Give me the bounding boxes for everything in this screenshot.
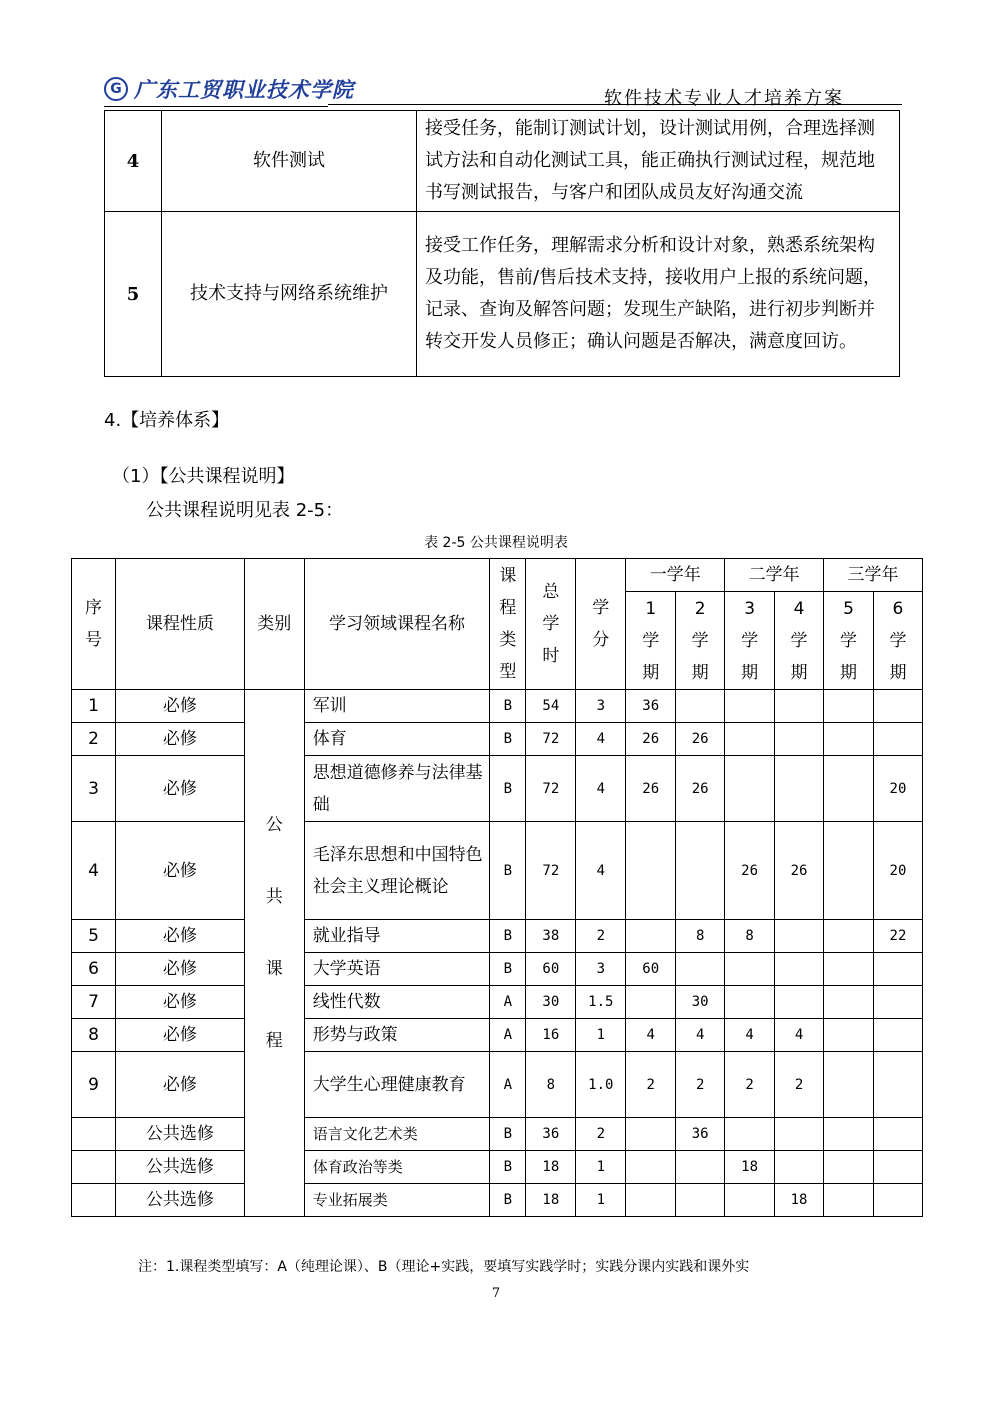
row-s2	[676, 1151, 725, 1184]
row-nature: 必修	[115, 756, 244, 822]
table-row	[105, 111, 900, 212]
row-s5	[824, 1052, 874, 1118]
subsection-heading: （1）【公共课程说明】	[112, 466, 295, 487]
header-s1	[626, 592, 676, 690]
table-row	[72, 1151, 923, 1184]
row-s1: 2	[626, 1052, 676, 1118]
row-nature: 必修	[115, 690, 244, 723]
row-s5	[824, 723, 874, 756]
row-s4	[775, 690, 824, 723]
job-name: 软件测试	[162, 111, 417, 212]
header-category: 类别	[244, 559, 304, 690]
row-hours: 72	[526, 723, 576, 756]
row-credits: 3	[576, 690, 626, 723]
row-s3	[725, 986, 775, 1019]
row-s6	[873, 690, 922, 723]
row-type: B	[490, 1184, 526, 1217]
header-row	[72, 559, 923, 592]
row-s3	[725, 690, 775, 723]
row-course-name: 就业指导	[304, 920, 490, 953]
row-s1: 36	[626, 690, 676, 723]
header-nature: 课程性质	[115, 559, 244, 690]
header-year3: 三学年	[824, 559, 923, 592]
header-s4	[775, 592, 824, 690]
row-s6	[873, 723, 922, 756]
row-type: B	[490, 1151, 526, 1184]
row-s2: 2	[676, 1052, 725, 1118]
header-credits-label: 学分	[592, 598, 610, 650]
row-s6	[873, 1151, 922, 1184]
job-desc: 接受任务，能制订测试计划，设计测试用例，合理选择测试方法和自动化测试工具，能正确执行测试过程，规范地书写测试报告，与客户和团队成员友好沟通交流	[417, 111, 900, 212]
row-s6	[873, 1019, 922, 1052]
header-credits	[576, 559, 626, 690]
header-course-name: 学习领域课程名称	[304, 559, 490, 690]
table-row	[72, 1019, 923, 1052]
table-row	[72, 723, 923, 756]
row-s2: 30	[676, 986, 725, 1019]
row-s4	[775, 953, 824, 986]
table-row	[72, 822, 923, 920]
row-seq: 1	[72, 690, 116, 723]
row-s6: 20	[873, 756, 922, 822]
job-task-table	[104, 110, 900, 377]
row-nature: 必修	[115, 1052, 244, 1118]
row-hours: 60	[526, 953, 576, 986]
row-seq: 6	[72, 953, 116, 986]
header-s6-label: 6学期	[889, 598, 907, 683]
row-seq: 5	[72, 920, 116, 953]
row-hours: 18	[526, 1184, 576, 1217]
row-s1	[626, 1118, 676, 1151]
category-cell	[244, 690, 304, 1217]
row-credits: 1	[576, 1019, 626, 1052]
row-s6	[873, 1184, 922, 1217]
row-s3: 8	[725, 920, 775, 953]
row-course-name: 体育政治等类	[304, 1151, 490, 1184]
row-type: B	[490, 920, 526, 953]
row-s3	[725, 1184, 775, 1217]
header-s1-label: 1学期	[642, 598, 660, 683]
page-header	[104, 70, 902, 110]
table-row	[72, 1052, 923, 1118]
row-s5	[824, 986, 874, 1019]
row-hours: 18	[526, 1151, 576, 1184]
row-s4	[775, 920, 824, 953]
section-heading: 4.【培养体系】	[104, 410, 230, 431]
row-credits: 1	[576, 1151, 626, 1184]
row-course-name: 军训	[304, 690, 490, 723]
row-s5	[824, 1184, 874, 1217]
row-s5	[824, 1118, 874, 1151]
job-desc: 接受工作任务，理解需求分析和设计对象，熟悉系统架构及功能，售前/售后技术支持，接收用户上报的系统问题，记录、查询及解答问题；发现生产缺陷，进行初步判断并转交开发人员修正；确认问题是否解决，满意度回访。	[417, 212, 900, 377]
row-type: A	[490, 986, 526, 1019]
row-nature: 公共选修	[115, 1151, 244, 1184]
row-type: A	[490, 1052, 526, 1118]
row-s5	[824, 822, 874, 920]
row-s4: 2	[775, 1052, 824, 1118]
row-s6	[873, 986, 922, 1019]
row-seq	[72, 1151, 116, 1184]
row-s3: 18	[725, 1151, 775, 1184]
row-s4	[775, 1151, 824, 1184]
row-hours: 16	[526, 1019, 576, 1052]
table-row	[72, 690, 923, 723]
row-s2	[676, 822, 725, 920]
row-seq: 4	[72, 822, 116, 920]
row-s5	[824, 756, 874, 822]
header-type-label: 课程类型	[499, 566, 517, 682]
row-s1: 60	[626, 953, 676, 986]
row-course-name: 毛泽东思想和中国特色社会主义理论概论	[304, 822, 490, 920]
row-s3	[725, 1118, 775, 1151]
row-nature: 必修	[115, 953, 244, 986]
row-s3	[725, 756, 775, 822]
course-table	[71, 558, 923, 1217]
row-s1: 4	[626, 1019, 676, 1052]
row-credits: 4	[576, 723, 626, 756]
row-type: B	[490, 723, 526, 756]
row-course-name: 体育	[304, 723, 490, 756]
job-name: 技术支持与网络系统维护	[162, 212, 417, 377]
row-s2: 36	[676, 1118, 725, 1151]
row-nature: 公共选修	[115, 1184, 244, 1217]
row-course-name: 语言文化艺术类	[304, 1118, 490, 1151]
header-underline-left	[104, 106, 328, 107]
row-credits: 4	[576, 822, 626, 920]
table-row	[72, 953, 923, 986]
row-type: B	[490, 822, 526, 920]
row-type: B	[490, 1118, 526, 1151]
row-s1	[626, 1151, 676, 1184]
row-s5	[824, 690, 874, 723]
header-s4-label: 4学期	[790, 598, 808, 683]
table-row	[72, 1118, 923, 1151]
table-caption: 表 2-5 公共课程说明表	[424, 535, 568, 551]
row-s4	[775, 986, 824, 1019]
row-s5	[824, 920, 874, 953]
row-hours: 8	[526, 1052, 576, 1118]
row-s4	[775, 1118, 824, 1151]
header-s5	[824, 592, 874, 690]
row-credits: 1	[576, 1184, 626, 1217]
row-type: A	[490, 1019, 526, 1052]
header-s2	[676, 592, 725, 690]
row-s2: 26	[676, 723, 725, 756]
row-s4: 4	[775, 1019, 824, 1052]
footnote: 注：1.课程类型填写：A（纯理论课）、B（理论+实践，要填写实践学时；实践分课内实践和课外实	[138, 1259, 750, 1275]
page-number: 7	[491, 1286, 501, 1301]
row-hours: 38	[526, 920, 576, 953]
row-s6	[873, 1118, 922, 1151]
document-title: 软件技术专业人才培养方案	[604, 88, 844, 109]
header-s3	[725, 592, 775, 690]
row-s4: 18	[775, 1184, 824, 1217]
row-s3	[725, 953, 775, 986]
college-emblem-icon: G	[104, 77, 128, 101]
row-hours: 36	[526, 1118, 576, 1151]
row-nature: 必修	[115, 822, 244, 920]
row-type: B	[490, 690, 526, 723]
row-nature: 必修	[115, 723, 244, 756]
row-hours: 54	[526, 690, 576, 723]
row-s1: 26	[626, 723, 676, 756]
header-hours-label: 总学时	[542, 582, 560, 666]
header-year2: 二学年	[725, 559, 824, 592]
row-seq	[72, 1184, 116, 1217]
row-credits: 3	[576, 953, 626, 986]
row-s2: 8	[676, 920, 725, 953]
row-course-name: 线性代数	[304, 986, 490, 1019]
row-credits: 1.5	[576, 986, 626, 1019]
row-s4: 26	[775, 822, 824, 920]
header-year1: 一学年	[626, 559, 725, 592]
header-type	[490, 559, 526, 690]
row-s6: 22	[873, 920, 922, 953]
header-seq	[72, 559, 116, 690]
row-seq	[72, 1118, 116, 1151]
row-hours: 72	[526, 822, 576, 920]
header-s2-label: 2学期	[691, 598, 709, 683]
row-s2: 26	[676, 756, 725, 822]
row-s3: 2	[725, 1052, 775, 1118]
row-s1: 26	[626, 756, 676, 822]
course-table-body	[72, 690, 923, 1217]
row-s6	[873, 953, 922, 986]
row-s2	[676, 690, 725, 723]
row-seq: 3	[72, 756, 116, 822]
row-nature: 必修	[115, 920, 244, 953]
row-nature: 必修	[115, 1019, 244, 1052]
job-num: 4	[105, 111, 162, 212]
row-seq: 2	[72, 723, 116, 756]
row-hours: 72	[526, 756, 576, 822]
row-course-name: 专业拓展类	[304, 1184, 490, 1217]
row-s1	[626, 1184, 676, 1217]
row-s5	[824, 953, 874, 986]
row-s3: 26	[725, 822, 775, 920]
row-course-name: 大学生心理健康教育	[304, 1052, 490, 1118]
college-name: 广东工贸职业技术学院	[134, 77, 354, 102]
college-logo	[104, 74, 354, 104]
header-seq-label: 序号	[84, 598, 102, 650]
category-label: 公共课程	[265, 815, 283, 1051]
job-num: 5	[105, 212, 162, 377]
header-hours	[526, 559, 576, 690]
row-credits: 4	[576, 756, 626, 822]
row-s4	[775, 723, 824, 756]
row-course-name: 思想道德修养与法律基础	[304, 756, 490, 822]
row-s1	[626, 822, 676, 920]
intro-text: 公共课程说明见表 2-5：	[146, 500, 344, 521]
row-seq: 8	[72, 1019, 116, 1052]
row-s2	[676, 953, 725, 986]
row-seq: 7	[72, 986, 116, 1019]
header-s5-label: 5学期	[839, 598, 857, 683]
row-hours: 30	[526, 986, 576, 1019]
row-s4	[775, 756, 824, 822]
row-credits: 2	[576, 920, 626, 953]
row-nature: 公共选修	[115, 1118, 244, 1151]
table-row	[72, 986, 923, 1019]
row-type: B	[490, 756, 526, 822]
row-s3	[725, 723, 775, 756]
row-s1	[626, 920, 676, 953]
row-s5	[824, 1151, 874, 1184]
table-row	[72, 756, 923, 822]
row-s5	[824, 1019, 874, 1052]
header-s6	[873, 592, 922, 690]
header-s3-label: 3学期	[741, 598, 759, 683]
row-s6: 20	[873, 822, 922, 920]
row-nature: 必修	[115, 986, 244, 1019]
table-row	[105, 212, 900, 377]
table-row	[72, 920, 923, 953]
row-s3: 4	[725, 1019, 775, 1052]
row-s2: 4	[676, 1019, 725, 1052]
row-course-name: 大学英语	[304, 953, 490, 986]
row-type: B	[490, 953, 526, 986]
row-credits: 2	[576, 1118, 626, 1151]
row-s2	[676, 1184, 725, 1217]
row-credits: 1.0	[576, 1052, 626, 1118]
row-seq: 9	[72, 1052, 116, 1118]
row-s6	[873, 1052, 922, 1118]
row-course-name: 形势与政策	[304, 1019, 490, 1052]
row-s1	[626, 986, 676, 1019]
table-row	[72, 1184, 923, 1217]
